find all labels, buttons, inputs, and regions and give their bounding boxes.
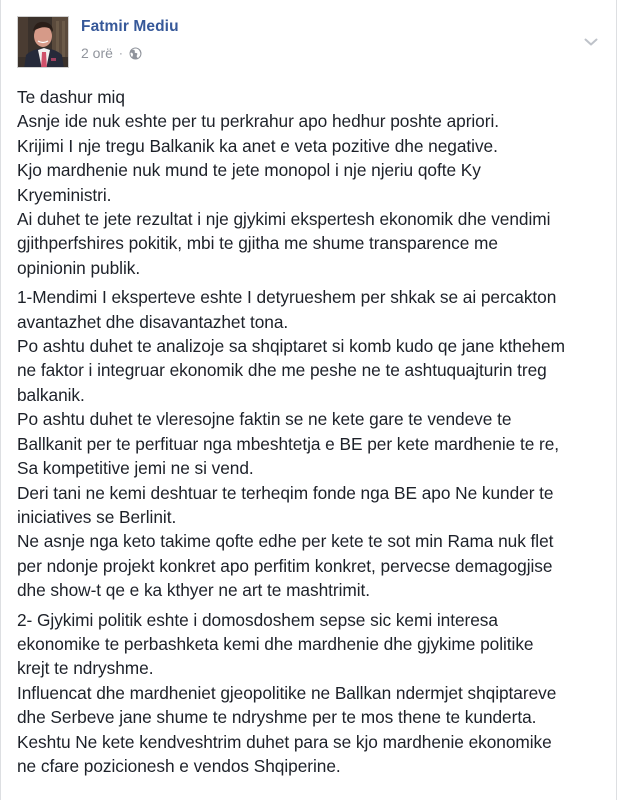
- text-line: Influencat dhe mardheniet gjeopolitike ne Ballkan ndermjet shqiptareve: [17, 682, 557, 703]
- text-line: opinionin publik.: [17, 257, 141, 278]
- text-line: Asnje ide nuk eshte per tu perkrahur apo hedhur poshte apriori.: [17, 111, 499, 132]
- text-line: balkanik.: [17, 384, 85, 405]
- post-paragraph-point-1: [17, 285, 607, 602]
- text-line: Po ashtu duhet te vleresojne faktin se ne kete gare te vendeve te: [17, 409, 512, 430]
- post-body: [17, 85, 607, 783]
- text-line: iniciatives se Berlinit.: [17, 506, 177, 527]
- text-line: avantazhet dhe disavantazhet tona.: [17, 311, 289, 332]
- text-line: Kryeministri.: [17, 184, 112, 205]
- text-line: Ballkanit per te perfituar nga mbeshtetja e BE per kete mardhenie te re,: [17, 433, 560, 454]
- avatar-image: [18, 17, 69, 68]
- chevron-down-icon[interactable]: [584, 34, 598, 44]
- author-name-link[interactable]: Fatmir Mediu: [81, 18, 179, 35]
- text-line: ne faktor i integruar ekonomik dhe me peshe ne te ashtuquajturin treg: [17, 360, 547, 381]
- post-paragraph-point-2: [17, 608, 607, 779]
- text-line: Ai duhet te jete rezultat i nje gjykimi ekspertesh ekonomik dhe vendimi: [17, 209, 551, 230]
- globe-icon[interactable]: [129, 47, 142, 60]
- text-line: krejt te ndryshme.: [17, 658, 154, 679]
- post-paragraph-intro: [17, 85, 607, 280]
- text-line: Krijimi I nje tregu Balkanik ka anet e veta pozitive dhe negative.: [17, 135, 498, 156]
- text-line: dhe Serbeve jane shume te ndryshme per te mos thene te kunderta.: [17, 707, 537, 728]
- text-line: ne cfare pozicionesh e vendos Shqiperine.: [17, 755, 341, 776]
- post-meta: [81, 45, 142, 61]
- text-line: gjithperfshires pokitik, mbi te gjitha me shume transparence me: [17, 233, 498, 254]
- text-line: Deri tani ne kemi deshtuar te terheqim fonde nga BE apo Ne kunder te: [17, 482, 554, 503]
- text-line: Kjo mardhenie nuk mund te jete monopol i nje njeriu qofte Ky: [17, 160, 481, 181]
- text-line: 2- Gjykimi politik eshte i domosdoshem sepse sic kemi interesa: [17, 609, 498, 630]
- text-line: Keshtu Ne kete kendveshtrim duhet para se kjo mardhenie ekonomike: [17, 731, 552, 752]
- text-line: per ndonje projekt konkret apo perfitim konkret, pervecse demagogjise: [17, 555, 553, 576]
- text-line: ekonomike te perbashketa kemi dhe mardhenie dhe gjykime politike: [17, 633, 534, 654]
- text-line: Ne asnje nga keto takime qofte edhe per kete te sot min Rama nuk flet: [17, 531, 554, 552]
- text-line: dhe show-t qe e ka kthyer ne art te mashtrimit.: [17, 580, 371, 601]
- meta-separator: ·: [118, 46, 123, 60]
- text-line: Po ashtu duhet te analizoje sa shqiptaret si komb kudo qe jane kthehem: [17, 336, 565, 357]
- text-line: Te dashur miq: [17, 87, 125, 107]
- post-timestamp[interactable]: 2 orë: [81, 45, 113, 61]
- text-line: 1-Mendimi I eksperteve eshte I detyrueshem per shkak se ai percakton: [17, 287, 557, 308]
- avatar[interactable]: [17, 16, 69, 68]
- text-line: Sa kompetitive jemi ne si vend.: [17, 458, 254, 479]
- post-header: [17, 16, 616, 68]
